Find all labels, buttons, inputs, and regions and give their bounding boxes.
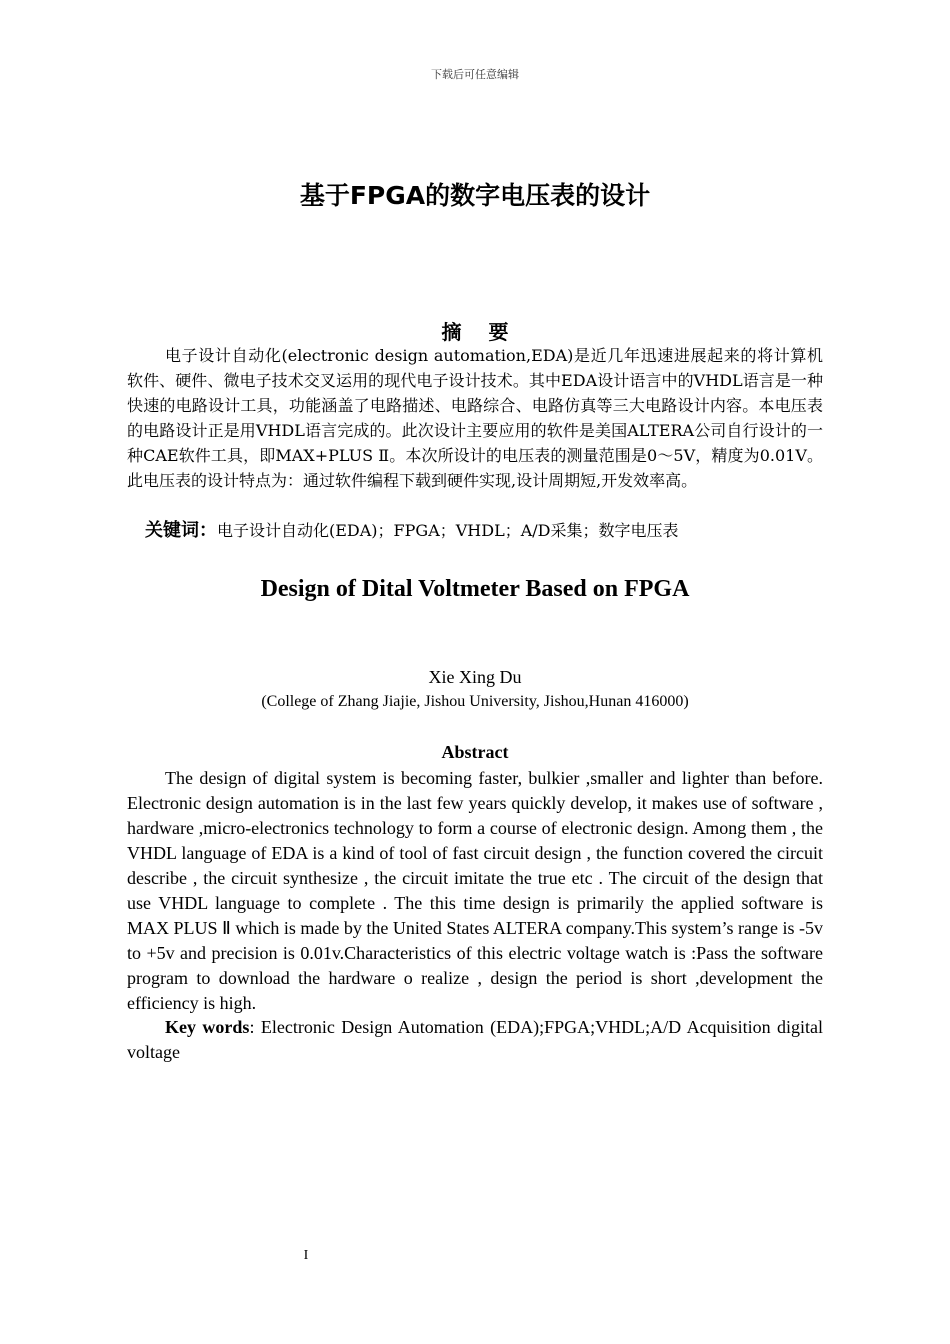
- english-title: Design of Dital Voltmeter Based on FPGA: [260, 576, 690, 602]
- chinese-keywords-label: 关键词：: [145, 520, 217, 541]
- chinese-title: 基于FPGA的数字电压表的设计: [299, 181, 651, 210]
- english-keywords-label: Key words: [165, 1017, 250, 1037]
- english-abstract-heading: Abstract: [441, 742, 509, 762]
- english-keywords: [127, 1015, 823, 1065]
- chinese-keywords: [145, 518, 835, 543]
- english-abstract-body: The design of digital system is becoming faster, bulkier ,smaller and lighter than before. Electronic design automation is in the last few years quickly develop, it makes use of software , hardware ,micro-electronics technology to form a course of electronic design. Among them , the VHDL language of EDA is a kind of tool of fast circuit design , the function covered the circuit describe , the circuit synthesize , the circuit imitate the true etc . The circuit of the design that use VHDL language to complete . The this time design is primarily the applied software is MAX PLUS Ⅱ which is made by the United States ALTERA company.This system’s range is -5v to +5v and precision is 0.01v.Characteristics of this electric voltage watch is :Pass the software program to download the hardware o realize , design the period is short ,development the efficiency is high.: [127, 768, 823, 1013]
- chinese-keywords-text: 电子设计自动化(EDA)；FPGA；VHDL；A/D采集；数字电压表: [217, 521, 679, 540]
- page-number: I: [303, 1248, 309, 1263]
- chinese-abstract-heading: 摘 要: [441, 320, 519, 344]
- english-keywords-text: : Electronic Design Automation (EDA);FPGA;VHDL;A/D Acquisition digital voltage: [127, 1017, 823, 1062]
- chinese-abstract-body: 电子设计自动化(electronic design automation,EDA)是近几年迅速进展起来的将计算机软件、硬件、微电子技术交叉运用的现代电子设计技术。其中EDA设计语言中的VHDL语言是一种快速的电路设计工具，功能涵盖了电路描述、电路综合、电路仿真等三大电路设计内容。本电压表的电路设计正是用VHDL语言完成的。此次设计主要应用的软件是美国ALTERA公司自行设计的一种CAE软件工具，即MAX+PLUS Ⅱ。本次所设计的电压表的测量范围是0～5V，精度为0.01V。此电压表的设计特点为：通过软件编程下载到硬件实现,设计周期短,开发效率高。: [127, 346, 823, 490]
- author-name: Xie Xing Du: [428, 667, 522, 687]
- header-note: 下载后可任意编辑: [431, 68, 519, 81]
- author-affiliation: (College of Zhang Jiajie, Jishou University, Jishou,Hunan 416000): [261, 693, 689, 710]
